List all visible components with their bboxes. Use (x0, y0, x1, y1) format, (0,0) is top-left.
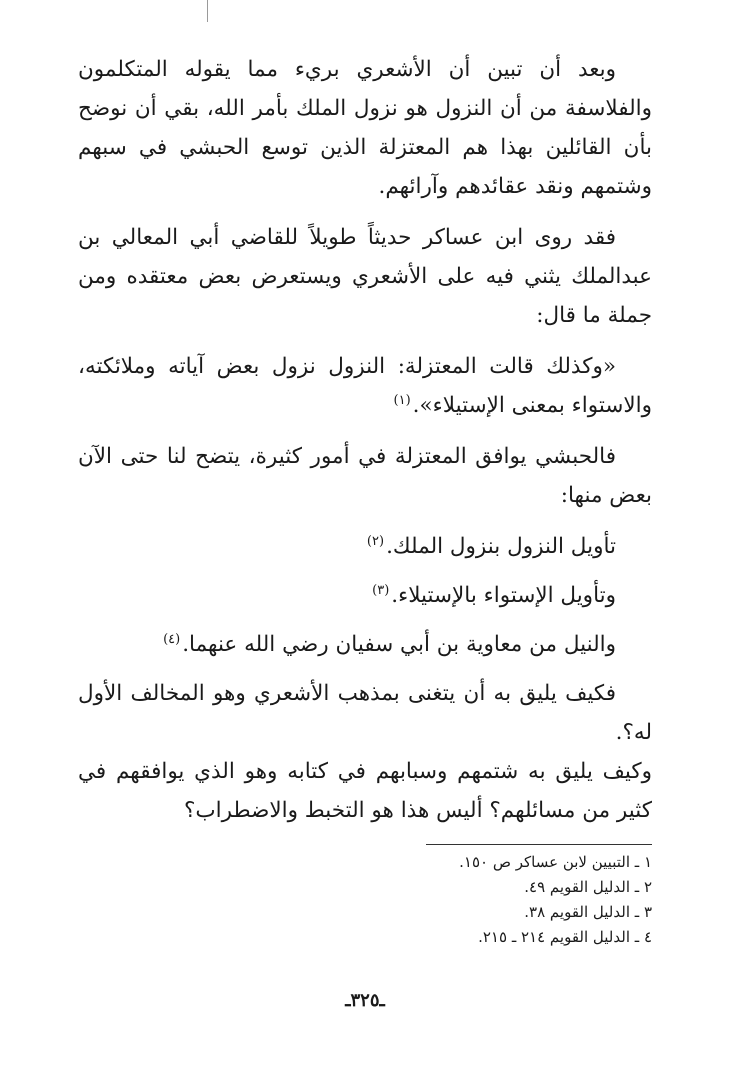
footnote-divider (426, 844, 652, 845)
paragraph-ibn-asakir: فقد روى ابن عساكر حديثاً طويلاً للقاضي أبي المعالي بن عبدالملك يثني فيه على الأشعري ويستعرض بعض معتقده ومن جملة ما قال: (78, 225, 652, 328)
page-crease (207, 0, 208, 22)
footnote-marker-2: (٢) (366, 533, 385, 549)
list-item (78, 625, 652, 664)
list-item-text: وتأويل الإستواء بالإستيلاء. (391, 583, 616, 608)
paragraph-question-2: وكيف يليق به شتمهم وسبابهم في كتابه وهو الذي يوافقهم في كثير من مسائلهم؟ أليس هذا هو التخبط والاضطراب؟ (78, 759, 652, 823)
footnote: ١ ـ التبيين لابن عساكر ص ١٥٠. (459, 853, 652, 871)
page-number: ـ٣٢٥ـ (345, 990, 385, 1011)
footnote-marker-3: (٣) (372, 582, 390, 598)
paragraph-question-1: فكيف يليق به أن يتغنى بمذهب الأشعري وهو المخالف الأول له؟. (78, 681, 652, 745)
paragraph-intro: وبعد أن تبين أن الأشعري بريء مما يقوله المتكلمون والفلاسفة من أن النزول هو نزول الملك بأمر الله، بقي أن نوضح بأن القائلين بهذا هم المعتزلة الذين توسع الحبشي في سبهم وشتمهم ونقد عقائدهم وآرائهم. (78, 57, 652, 199)
list-item (78, 527, 652, 566)
footnote-marker-4: (٤) (163, 631, 181, 647)
footnotes (392, 850, 652, 950)
quotation (78, 347, 652, 425)
footnote: ٣ ـ الدليل القويم ٣٨. (524, 903, 652, 921)
list-item-text: والنيل من معاوية بن أبي سفيان رضي الله عنهما. (182, 632, 616, 657)
list-item-text: تأويل النزول بنزول الملك. (386, 534, 616, 559)
list-item (78, 576, 652, 615)
paragraph-agreement: فالحبشي يوافق المعتزلة في أمور كثيرة، يتضح لنا حتى الآن بعض منها: (78, 444, 652, 508)
footnote: ٢ ـ الدليل القويم ٤٩. (524, 878, 652, 896)
footnote: ٤ ـ الدليل القويم ٢١٤ ـ ٢١٥. (478, 928, 652, 946)
book-page (78, 50, 652, 1030)
footnote-marker-1: (١) (393, 392, 411, 408)
quotation-text: «وكذلك قالت المعتزلة: النزول نزول بعض آياته وملائكته، والاستواء بمعنى الإستيلاء». (78, 354, 652, 418)
